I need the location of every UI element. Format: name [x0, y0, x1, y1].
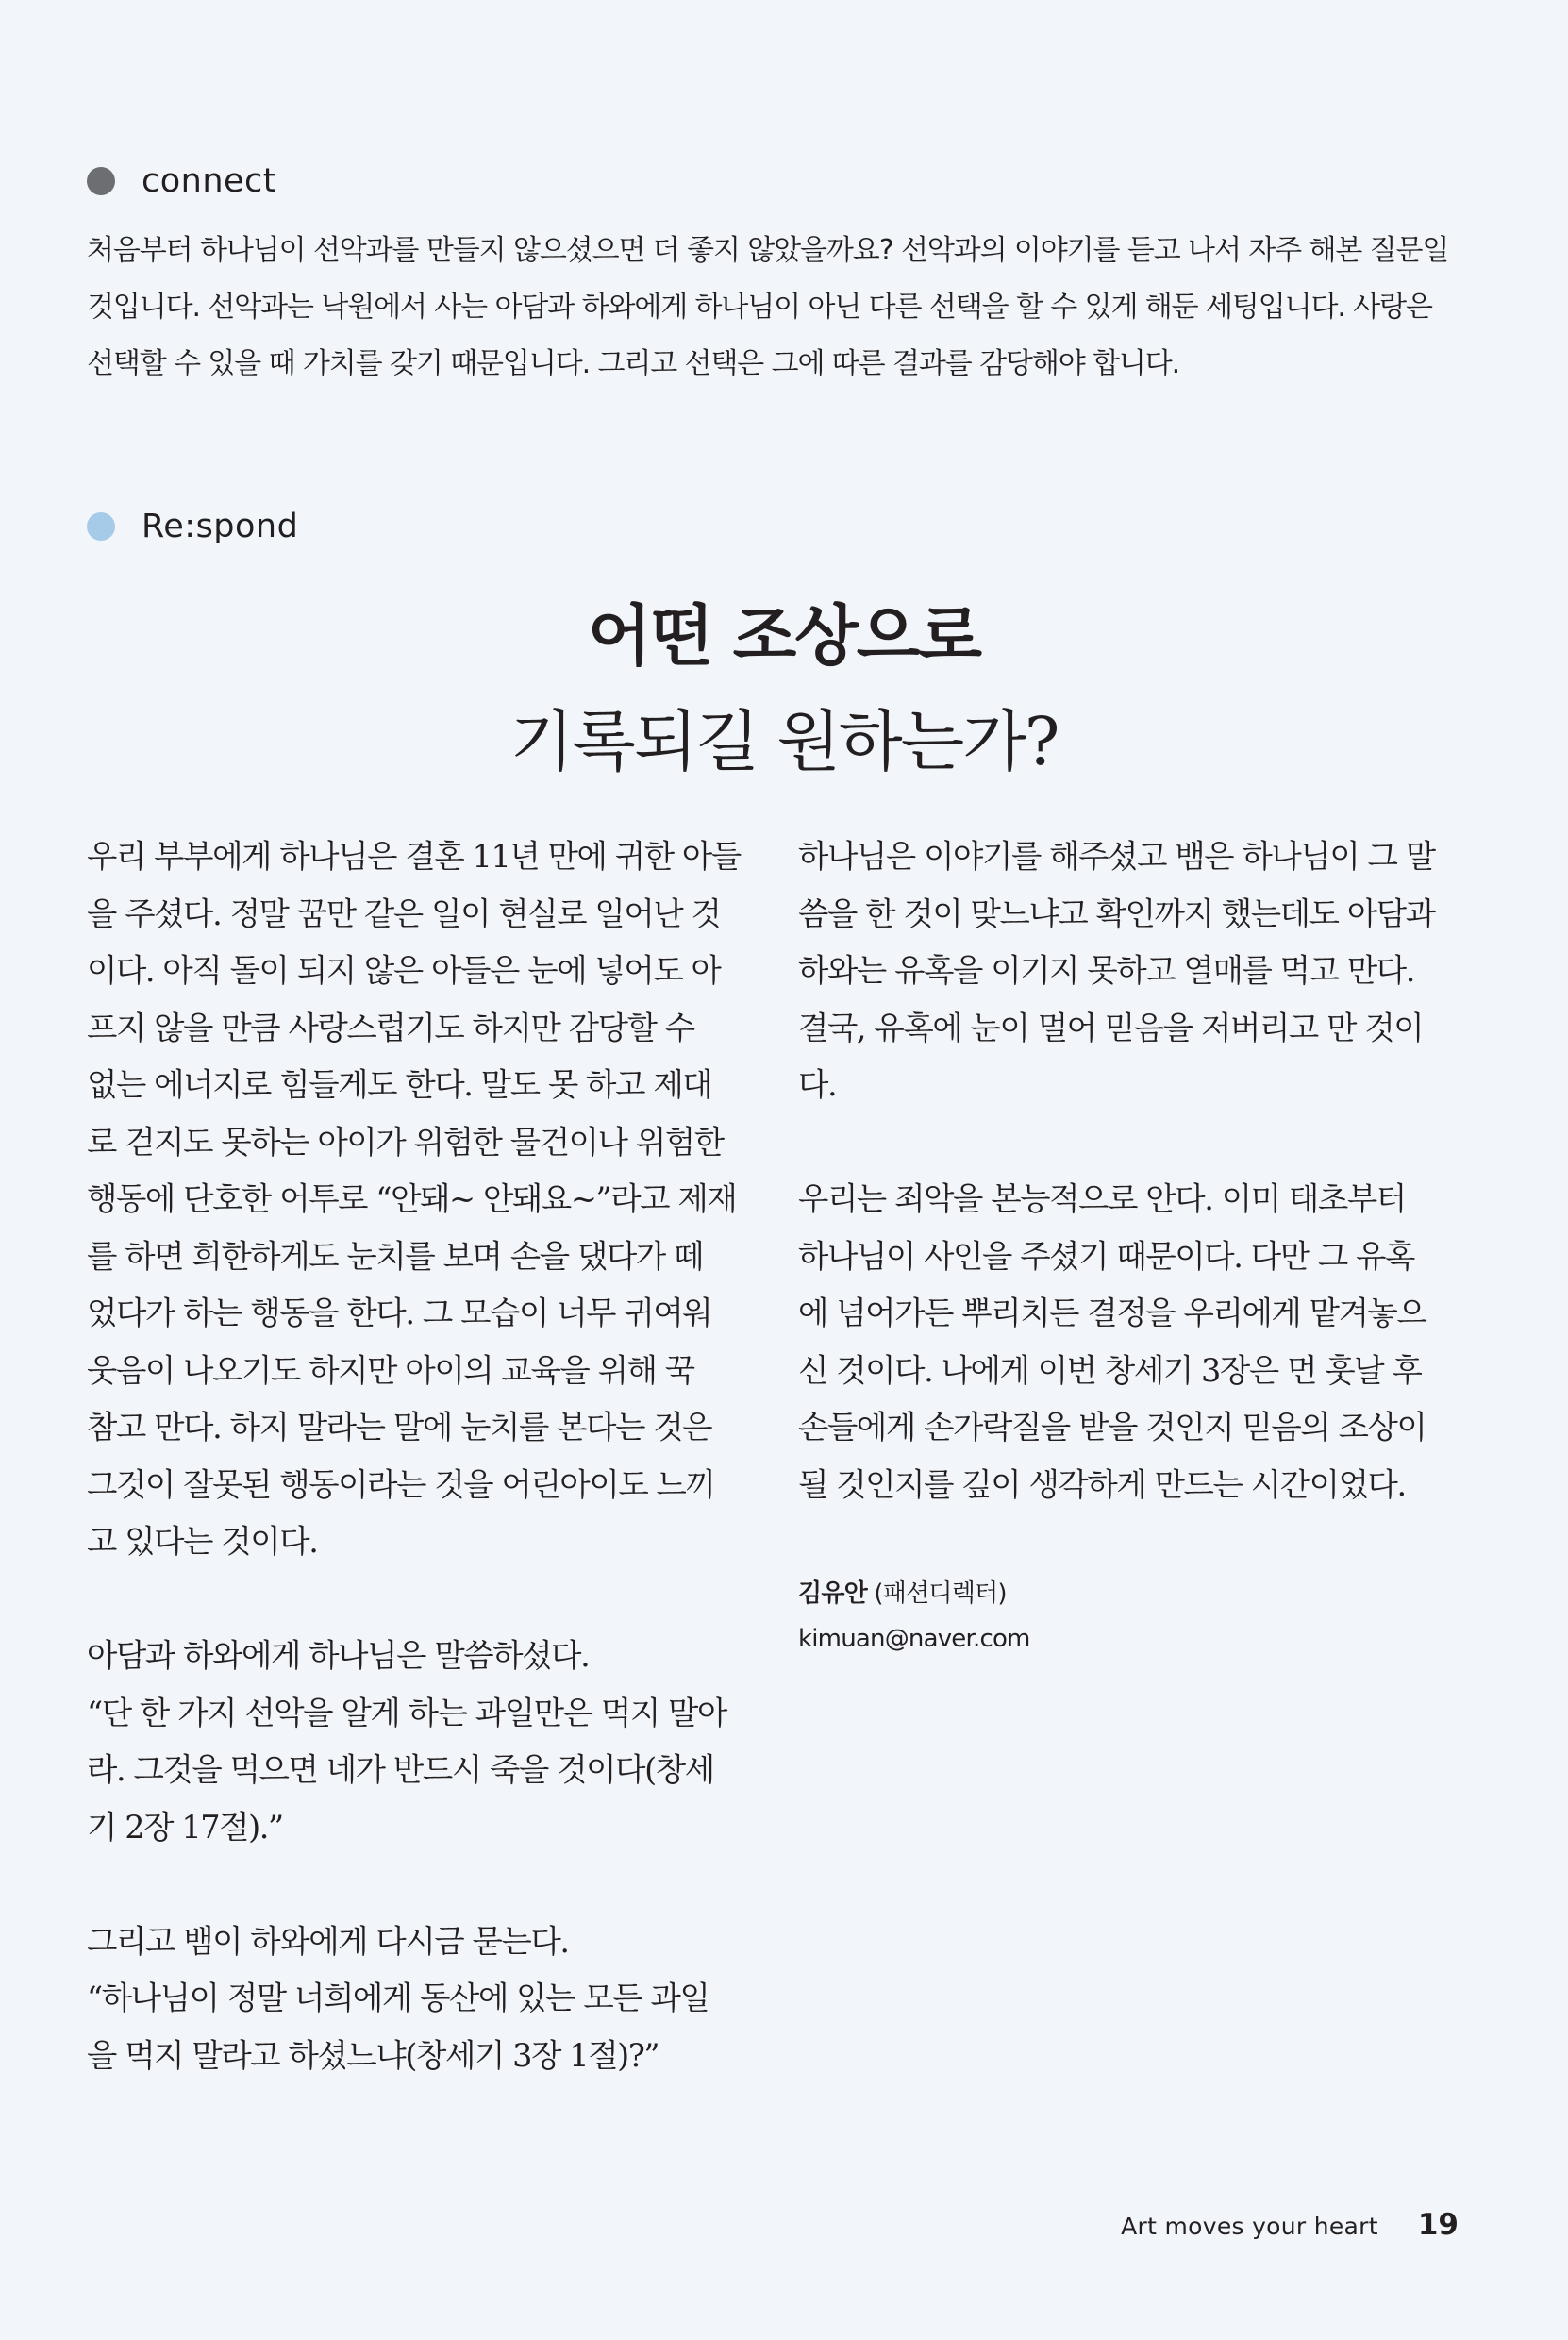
text-line: 었다가 하는 행동을 한다. 그 모습이 너무 귀여워 — [87, 1295, 712, 1331]
connect-label: connect — [142, 162, 277, 200]
connect-bullet-icon — [87, 167, 115, 195]
text-line: 행동에 단호한 어투로 “안돼~ 안돼요~”라고 제재 — [87, 1180, 737, 1217]
right-column — [798, 828, 1459, 1662]
text-line: “단 한 가지 선악을 알게 하는 과일만은 먹지 말아 — [87, 1694, 726, 1731]
author-email: kimuan@naver.com — [798, 1624, 1030, 1653]
article-title — [0, 583, 1568, 794]
text-line: “하나님이 정말 너희에게 동산에 있는 모든 과일 — [87, 1980, 709, 2016]
text-line: 로 걷지도 못하는 아이가 위험한 물건이나 위험한 — [87, 1123, 724, 1161]
text-line: 참고 만다. 하지 말라는 말에 눈치를 본다는 것은 — [87, 1409, 712, 1446]
text-line: 하나님이 사인을 주셨기 때문이다. 다만 그 유혹 — [798, 1237, 1414, 1275]
text-line: 결국, 유혹에 눈이 멀어 믿음을 저버리고 만 것이다. — [798, 1009, 1424, 1103]
connect-heading — [87, 162, 276, 200]
text-line: 손들에게 손가락질을 받을 것인지 믿음의 조상이 — [798, 1409, 1426, 1446]
connect-line: 선택할 수 있을 때 가치를 갖기 때문입니다. 그리고 선택은 그에 따른 결과를 감당해야 합니다. — [87, 347, 1180, 380]
author-byline — [798, 1571, 1459, 1662]
left-column — [87, 828, 747, 2084]
text-line: 하나님은 이야기를 해주셨고 뱀은 하나님이 그 말 — [798, 838, 1435, 875]
text-line: 에 넘어가든 뿌리치든 결정을 우리에게 맡겨놓으 — [798, 1295, 1426, 1331]
text-line: 을 먹지 말라고 하셨느냐(창세기 3장 1절)?” — [87, 2036, 659, 2074]
left-paragraph-3 — [87, 1914, 747, 2085]
right-paragraph-2 — [798, 1171, 1459, 1513]
text-line: 우리 부부에게 하나님은 결혼 11년 만에 귀한 아들 — [87, 838, 741, 875]
text-line: 을 주셨다. 정말 꿈만 같은 일이 현실로 일어난 것 — [87, 894, 721, 932]
text-line: 씀을 한 것이 맞느냐고 확인까지 했는데도 아담과 — [798, 894, 1435, 932]
right-paragraph-1 — [798, 828, 1459, 1114]
connect-paragraph — [87, 223, 1464, 393]
text-line: 를 하면 희한하게도 눈치를 보며 손을 댔다가 떼 — [87, 1237, 703, 1275]
text-line: 웃음이 나오기도 하지만 아이의 교육을 위해 꾹 — [87, 1351, 694, 1389]
page-footer — [1121, 2208, 1459, 2242]
text-line: 고 있다는 것이다. — [87, 1523, 318, 1560]
respond-label: Re:spond — [142, 508, 299, 545]
text-line: 이다. 아직 돌이 되지 않은 아들은 눈에 넣어도 아 — [87, 952, 721, 989]
text-line: 될 것인지를 깊이 생각하게 만드는 시간이었다. — [798, 1465, 1406, 1503]
text-line: 기 2장 17절).” — [87, 1808, 283, 1846]
text-line: 그것이 잘못된 행동이라는 것을 어린아이도 느끼 — [87, 1465, 715, 1503]
text-line: 우리는 죄악을 본능적으로 안다. 이미 태초부터 — [798, 1180, 1406, 1217]
text-line: 아담과 하와에게 하나님은 말씀하셨다. — [87, 1637, 590, 1674]
page-number: 19 — [1417, 2208, 1459, 2242]
respond-heading — [87, 508, 298, 545]
text-line: 신 것이다. 나에게 이번 창세기 3장은 먼 훗날 후 — [798, 1351, 1422, 1389]
author-role: (패션디렉터) — [874, 1579, 1007, 1608]
left-paragraph-1 — [87, 828, 747, 1571]
connect-line: 처음부터 하나님이 선악과를 만들지 않으셨으면 더 좋지 않았을까요? 선악과의 이야기를 듣고 나서 자주 해본 질문일 — [87, 234, 1449, 267]
respond-bullet-icon — [87, 512, 115, 541]
article-title-line-2: 기록되길 원하는가? — [509, 703, 1059, 780]
text-line: 그리고 뱀이 하와에게 다시금 묻는다. — [87, 1922, 569, 1960]
footer-tagline: Art moves your heart — [1121, 2213, 1378, 2240]
text-line: 없는 에너지로 힘들게도 한다. 말도 못 하고 제대 — [87, 1066, 712, 1103]
article-title-line-1: 어떤 조상으로 — [587, 596, 981, 675]
text-line: 프지 않을 만큼 사랑스럽기도 하지만 감당할 수 — [87, 1009, 694, 1046]
left-paragraph-2 — [87, 1628, 747, 1856]
text-line: 하와는 유혹을 이기지 못하고 열매를 먹고 만다. — [798, 952, 1414, 989]
text-line: 라. 그것을 먹으면 네가 반드시 죽을 것이다(창세 — [87, 1751, 714, 1788]
author-name: 김유안 — [798, 1579, 867, 1608]
connect-line: 것입니다. 선악과는 낙원에서 사는 아담과 하와에게 하나님이 아닌 다른 선택을 할 수 있게 해둔 세팅입니다. 사랑은 — [87, 291, 1432, 324]
